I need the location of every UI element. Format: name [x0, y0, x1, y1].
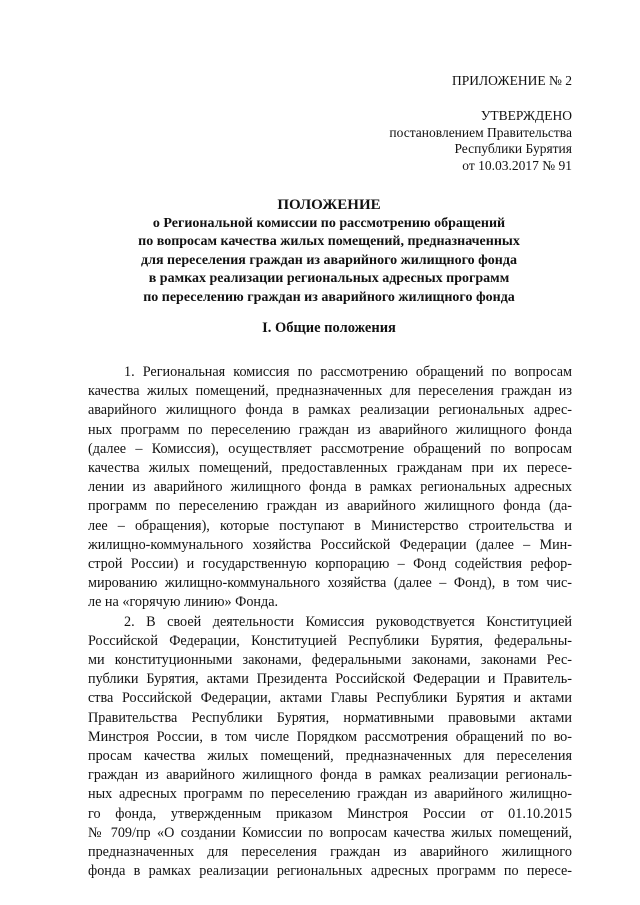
- paragraph-line: публики Бурятия, актами Президента Российской Федерации и Правитель-: [88, 671, 572, 688]
- paragraph-line: 2. В своей деятельности Комиссия руководствуется Конституцией: [124, 613, 572, 630]
- paragraph-line: граждан из аварийного жилищного фонда в рамках реализации региональ-: [88, 767, 572, 784]
- title-line: в рамках реализации региональных адресных программ: [148, 271, 510, 286]
- paragraph-line: ных программ по переселению граждан из аварийного жилищного фонда: [88, 421, 572, 438]
- paragraph-line: (далее – Комиссия), осуществляет рассмотрение обращений по вопросам: [88, 440, 572, 457]
- approved-label: УТВЕРЖДЕНО: [480, 108, 572, 123]
- paragraph-line: лении из аварийного жилищного фонда в рамках региональных адресных: [88, 479, 572, 496]
- paragraph-line: ных адресных программ по переселению граждан из аварийного жилищно-: [88, 786, 572, 803]
- appendix-header: [452, 72, 572, 106]
- approved-by-line-2: Республики Бурятия: [454, 141, 572, 156]
- title-line: по вопросам качества жилых помещений, предназначенных: [138, 234, 520, 249]
- paragraph-line: 1. Региональная комиссия по рассмотрению обращений по вопросам: [124, 364, 572, 380]
- paragraph-line: ле на «горячую линию» Фонда.: [88, 594, 279, 611]
- title-line: о Региональной комиссии по рассмотрению обращений: [152, 215, 506, 231]
- paragraph-line: качества жилых помещений, предназначенных для переселения граждан из: [88, 383, 572, 400]
- paragraph-line: строй России) и государственную корпорацию – Фонд содействия рефор-: [88, 556, 572, 573]
- paragraph-line: просам качества жилых помещений, предназначенных для переселения: [88, 748, 572, 765]
- paragraph-line: фонда в рамках реализации региональных адресных программ по пересе-: [88, 863, 572, 880]
- paragraph-line: Минстроя России, в том числе Порядком рассмотрения обращений по во-: [88, 728, 572, 745]
- title-line: для переселения граждан из аварийного жилищного фонда: [141, 252, 517, 268]
- paragraph-line: ми конституционными законами, федеральными законами, законами Рес-: [88, 652, 572, 669]
- paragraph-line: программ по переселению граждан из аварийного жилищного фонда (да-: [88, 498, 572, 515]
- title-line: по переселению граждан из аварийного жилищного фонда: [143, 289, 515, 305]
- section-heading: I. Общие положения: [262, 320, 396, 336]
- paragraph-line: № 709/пр «О создании Комиссии по вопросам качества жилых помещений,: [88, 824, 572, 841]
- title-main: ПОЛОЖЕНИЕ: [277, 197, 381, 213]
- paragraph-line: ства Российской Федерации, актами Главы Республики Бурятия и актами: [88, 690, 572, 707]
- approval-stamp: [389, 108, 572, 174]
- document-title: [88, 196, 570, 307]
- paragraph-line: Российской Федерации, Конституцией Республики Бурятия, федеральны-: [88, 632, 572, 649]
- paragraph-line: Правительства Республики Бурятия, нормативными правовыми актами: [88, 709, 572, 726]
- paragraph-line: качества жилых помещений, предоставленных гражданам при их пересе-: [88, 460, 572, 477]
- paragraph-line: лее – обращения), которые поступают в Министерство строительства и: [88, 517, 572, 534]
- appendix-number: ПРИЛОЖЕНИЕ № 2: [451, 73, 572, 88]
- approved-date: от 10.03.2017 № 91: [462, 157, 572, 173]
- paragraph-line: предназначенных для переселения граждан из аварийного жилищного: [88, 844, 572, 861]
- paragraph-line: мированию жилищно-коммунального хозяйства (далее – Фонд), в том чис-: [88, 575, 572, 592]
- paragraph-line: жилищно-коммунального хозяйства Российской Федерации (далее – Мин-: [88, 536, 572, 553]
- paragraph-line: аварийного жилищного фонда в рамках реализации региональных адрес-: [88, 402, 572, 419]
- body-text: [88, 363, 572, 881]
- paragraph-line: го фонда, утвержденным приказом Минстроя России от 01.10.2015: [88, 805, 572, 822]
- approved-by-line-1: постановлением Правительства: [389, 124, 572, 140]
